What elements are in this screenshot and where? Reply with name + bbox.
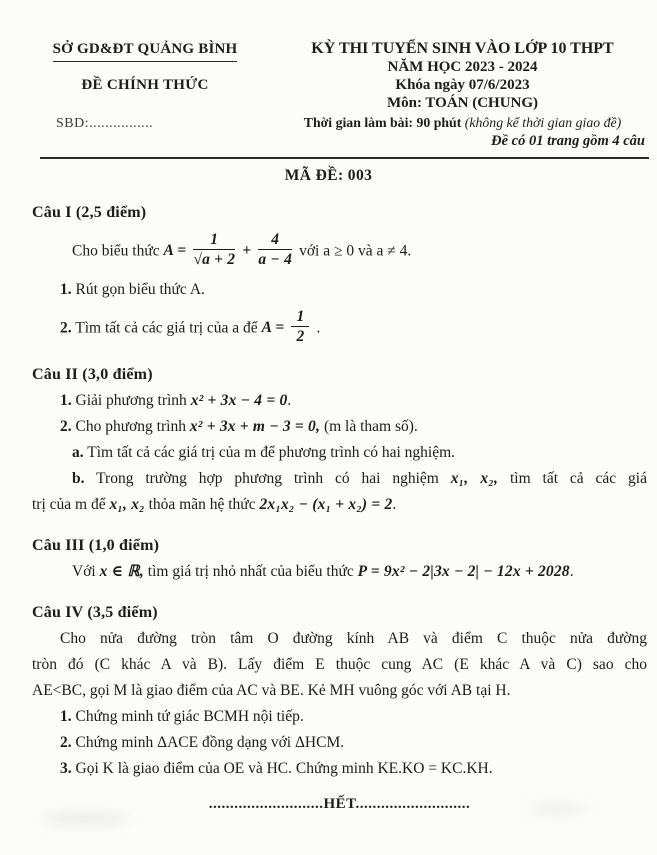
exam-header [0, 40, 657, 150]
q1-expr-lhs: A = [163, 242, 187, 260]
q2-item-1 [32, 388, 647, 414]
q1-item-1 [32, 277, 647, 303]
q4-item-1 [32, 704, 647, 730]
q1-item2-fraction [291, 308, 309, 346]
duration-note: (không kể thời gian giao đề) [464, 115, 622, 130]
exam-code: MÃ ĐỀ: 003 [284, 167, 373, 184]
q4-item-3 [32, 756, 647, 782]
official-exam-label: ĐỀ CHÍNH THỨC [81, 77, 209, 93]
q2-item2a-text: Tìm tất cả các giá trị của m để phương trình có hai nghiệm. [87, 444, 456, 462]
q1-item1-marker: 1. [60, 280, 72, 298]
q2-item1-period: . [287, 392, 292, 410]
duration-line [276, 115, 649, 131]
q2-item-2 [32, 414, 647, 440]
q2-item2b-roots: x₁, x₂, [450, 470, 499, 488]
q1-expression [163, 231, 300, 269]
header-right-block [276, 40, 649, 150]
q3-text1: Với [72, 563, 96, 581]
q4-item3-marker: 3. [60, 760, 72, 778]
q1-frac1-numerator: 1 [193, 231, 235, 250]
q1-item2-text: Tìm tất cả các giá trị của a để [75, 319, 258, 337]
school-year: NĂM HỌC 2023 - 2024 [387, 59, 538, 75]
candidate-number-field: SBD:................ [56, 116, 154, 131]
question-2-title: Câu II (3,0 điểm) [32, 366, 153, 384]
question-4-title: Câu IV (3,5 điểm) [32, 604, 158, 622]
q4-item2-marker: 2. [60, 734, 72, 752]
question-1-intro [32, 233, 647, 271]
q1-item-2 [32, 307, 647, 348]
q2-item2b-line2-period: . [392, 496, 397, 514]
q1-item2-period: . [316, 319, 321, 337]
q3-text2: tìm giá trị nhỏ nhất của biểu thức [147, 563, 354, 581]
q2-item-2b-line2 [32, 492, 647, 518]
q3-domain: x ∈ ℝ, [99, 563, 144, 581]
q4-item1-marker: 1. [60, 708, 72, 726]
pages-note: Đề có 01 trang gồm 4 câu [491, 133, 645, 149]
end-of-exam-line: ...........................HẾT........................... [208, 796, 471, 813]
q2-item2b-line2-text2: thỏa mãn hệ thức [148, 496, 256, 514]
scan-noise-smudge [527, 803, 587, 815]
q2-item-2a [32, 440, 647, 466]
q4-item-2 [32, 730, 647, 756]
q1-item2-expression [261, 307, 317, 346]
q2-item2b-line2-relation: 2x₁x₂ − (x₁ + x₂) = 2 [259, 496, 393, 514]
q1-frac2-denominator: a − 4 [258, 251, 293, 269]
subject-name: Môn: TOÁN (CHUNG) [386, 95, 539, 111]
q2-item2-text: Cho phương trình [75, 418, 186, 436]
q2-item2b-text: Trong trường hợp phương trình có hai nghiệm [96, 470, 439, 488]
q2-item2-equation: x² + 3x + m − 3 = 0, [189, 418, 321, 436]
q1-fraction-1 [193, 231, 235, 269]
q2-item2b-text2: tìm tất cả các giá [509, 470, 647, 488]
q1-item2-lhs: A = [261, 319, 285, 337]
q2-item1-marker: 1. [60, 392, 72, 410]
q3-body [32, 559, 647, 585]
q1-fraction-2 [258, 231, 292, 269]
header-divider [40, 157, 649, 159]
q3-period: . [569, 563, 574, 581]
question-3-title: Câu III (1,0 điểm) [32, 537, 160, 555]
q4-paragraph-line3: AE<BC, gọi M là giao điểm của AC và BE. Kẻ MH vuông góc với AB tại H. [32, 682, 511, 700]
scan-noise-smudge [40, 811, 130, 827]
q2-item2a-marker: a. [72, 444, 84, 462]
q2-item-2b-line1 [32, 466, 647, 492]
q2-item2b-marker: b. [72, 470, 85, 488]
q1-item2-denominator: 2 [296, 328, 305, 346]
q2-item2b-line2-roots: x₁, x₂ [109, 496, 145, 514]
q4-item2-text: Chứng minh ΔACE đồng dạng với ΔHCM. [75, 734, 345, 752]
q1-item2-numerator: 1 [291, 308, 309, 327]
q1-frac2-numerator: 4 [258, 231, 292, 250]
q2-item2b-line2-text: trị của m để [32, 496, 106, 514]
q2-item2-marker: 2. [60, 418, 72, 436]
q1-plus-sign: + [242, 242, 252, 260]
q1-item2-marker: 2. [60, 319, 72, 337]
q4-paragraph-line1: Cho nửa đường tròn tâm O đường kính AB và điểm C thuộc nửa đường [60, 630, 647, 648]
q2-item1-text: Giải phương trình [75, 392, 187, 410]
session-date: Khóa ngày 07/6/2023 [395, 77, 530, 93]
q3-expression: P = 9x² − 2|3x − 2| − 12x + 2028 [357, 563, 570, 581]
header-left-block [14, 40, 276, 150]
q1-frac1-denominator: √a + 2 [193, 251, 236, 269]
q4-paragraph-line2: tròn đó (C khác A và B). Lấy điểm E thuộc cung AC (E khác A và C) sao cho [32, 656, 647, 674]
q2-item1-equation: x² + 3x − 4 = 0 [190, 392, 288, 410]
q1-item1-text: Rút gọn biểu thức A. [75, 280, 205, 298]
question-1-title: Câu I (2,5 điểm) [32, 204, 147, 221]
q2-item2-note: (m là tham số). [323, 418, 418, 436]
q4-item1-text: Chứng minh tứ giác BCMH nội tiếp. [75, 708, 304, 726]
duration-text: Thời gian làm bài: 90 phút [303, 115, 462, 130]
q1-condition: với a ≥ 0 và a ≠ 4. [299, 242, 412, 260]
exam-title: KỲ THI TUYỂN SINH VÀO LỚP 10 THPT [311, 40, 614, 57]
q4-item3-text: Gọi K là giao điểm của OE và HC. Chứng minh KE.KO = KC.KH. [75, 760, 493, 778]
exam-body [0, 200, 657, 817]
q1-intro-text: Cho biểu thức [72, 242, 160, 260]
department-name: SỞ GD&ĐT QUẢNG BÌNH [53, 41, 238, 62]
